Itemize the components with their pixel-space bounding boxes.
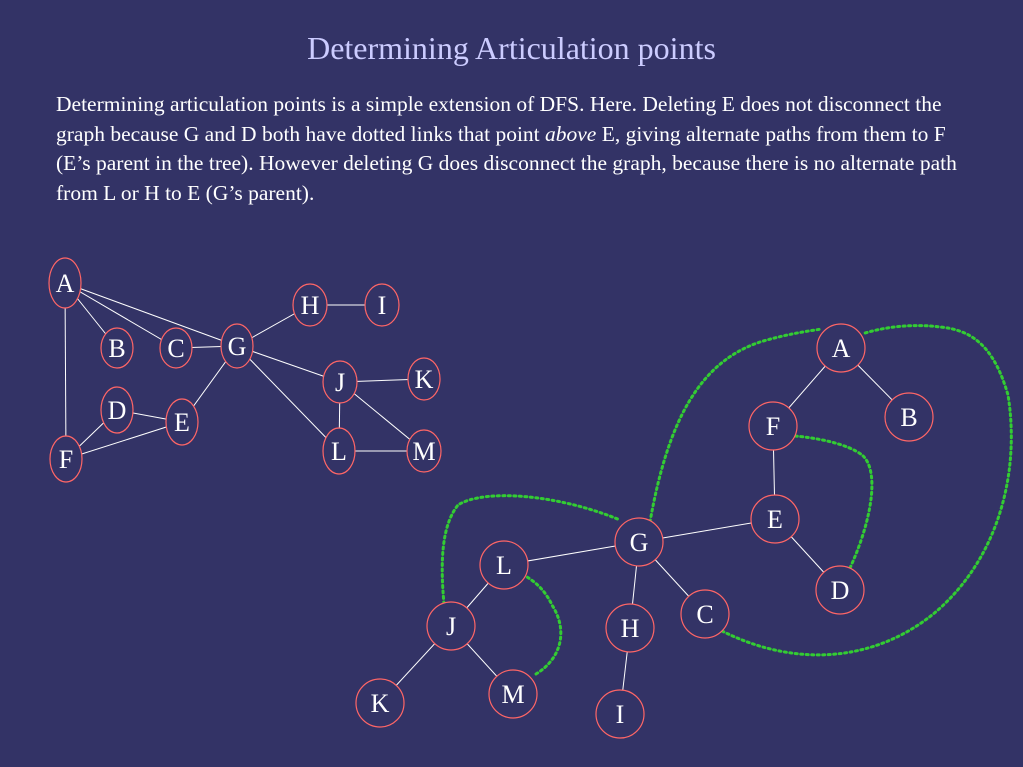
tree-node-j: [427, 602, 475, 650]
node-label: B: [900, 403, 918, 432]
tree-node-l: [480, 541, 528, 589]
node-label: I: [377, 291, 387, 320]
node-label: L: [496, 551, 512, 580]
tree-node-h: [606, 604, 654, 652]
node-label: C: [167, 334, 185, 363]
dfs-tree-diagram: [356, 324, 1011, 738]
tree-node-c: [681, 590, 729, 638]
node-label: J: [445, 612, 457, 641]
node-label: H: [620, 614, 640, 643]
tree-node-i: [596, 690, 644, 738]
node-label: I: [615, 700, 625, 729]
tree-nodes: [356, 324, 933, 738]
node-label: K: [414, 365, 434, 394]
original-graph: [49, 258, 441, 482]
graph-node-h: [293, 284, 327, 326]
tree-node-b: [885, 393, 933, 441]
back-edge-m-l: [527, 577, 561, 674]
graph-node-g: [221, 324, 253, 368]
node-label: L: [331, 437, 347, 466]
tree-node-a: [817, 324, 865, 372]
node-label: E: [174, 408, 190, 437]
back-edge-d-f: [795, 436, 872, 568]
graph-nodes: [49, 258, 441, 482]
tree-node-e: [751, 495, 799, 543]
node-label: H: [300, 291, 320, 320]
paragraph-text-1: Determining articulation points is a simple extension of DFS. Here. Deleting E does not disconnect the graph because G and D both have dotted links that point: [56, 92, 942, 146]
paragraph-text-2: E, giving alternate paths from them to F (E’s parent in the tree). However deleting G does disconnect the graph, because there is no alternate path from L or H to E (G’s parent).: [56, 121, 957, 205]
node-label: K: [370, 689, 390, 718]
node-label: A: [55, 269, 75, 298]
node-label: G: [227, 332, 247, 361]
graph-node-k: [408, 358, 440, 400]
graph-node-m: [407, 430, 441, 472]
slide-title: Determining Articulation points: [307, 30, 716, 66]
graph-node-f: [50, 436, 82, 482]
tree-node-m: [489, 670, 537, 718]
node-label: D: [830, 576, 850, 605]
node-label: E: [767, 505, 783, 534]
graph-node-l: [323, 428, 355, 474]
graph-node-i: [365, 284, 399, 326]
graph-edge-g-l: [237, 346, 339, 451]
back-edge-c-a: [722, 326, 1011, 655]
graph-edge-a-f: [65, 283, 66, 459]
graph-node-c: [160, 328, 192, 368]
node-label: F: [58, 445, 74, 474]
paragraph-emphasis: above: [545, 121, 597, 146]
node-label: D: [107, 396, 127, 425]
node-label: G: [629, 528, 649, 557]
tree-node-g: [615, 518, 663, 566]
node-label: A: [831, 334, 851, 363]
node-label: F: [765, 412, 781, 441]
node-label: C: [696, 600, 714, 629]
tree-node-k: [356, 679, 404, 727]
tree-node-d: [816, 566, 864, 614]
graph-node-a: [49, 258, 81, 308]
graph-node-d: [101, 387, 133, 433]
node-label: B: [108, 334, 126, 363]
tree-node-f: [749, 402, 797, 450]
graph-node-e: [166, 399, 198, 445]
node-label: M: [412, 437, 436, 466]
node-label: J: [334, 368, 346, 397]
graph-node-b: [101, 328, 133, 368]
graph-node-j: [323, 361, 357, 403]
node-label: M: [501, 680, 525, 709]
